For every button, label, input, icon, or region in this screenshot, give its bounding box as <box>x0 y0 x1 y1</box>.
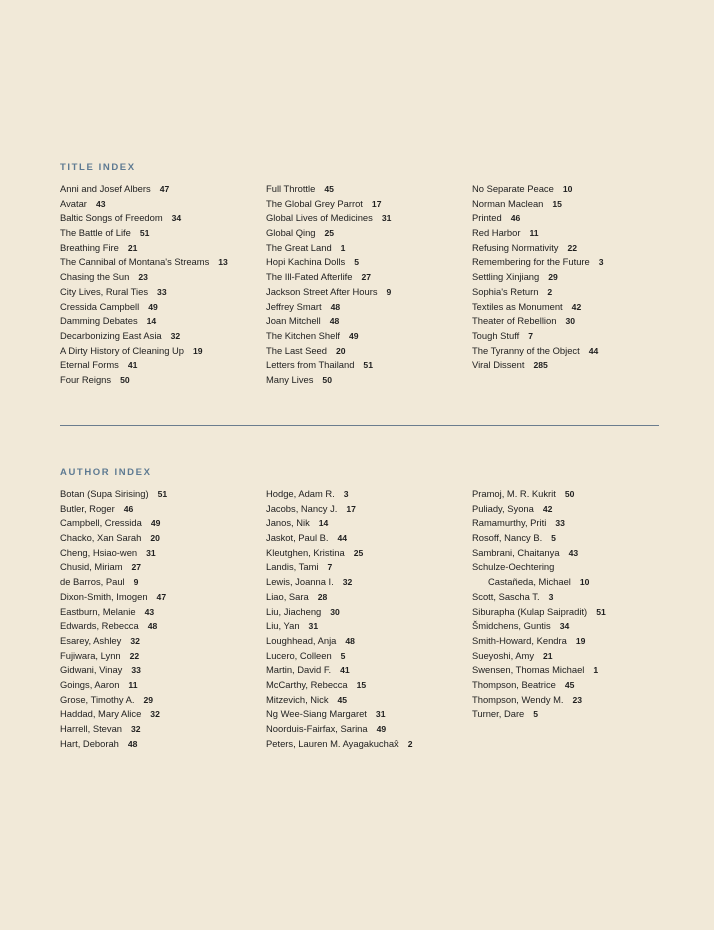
index-entry-page-number: 1 <box>593 665 599 676</box>
index-entry-text: Scott, Sascha T. <box>472 590 540 602</box>
index-entry-page-number: 33 <box>555 518 565 529</box>
index-entry-text: Lucero, Colleen <box>266 649 332 661</box>
index-entry-page-number: 21 <box>127 242 138 253</box>
index-entry-text: Landis, Tami <box>266 561 319 573</box>
index-entry-page-number: 10 <box>579 577 590 588</box>
index-entry-page-number: 27 <box>131 562 142 573</box>
index-entry <box>60 182 228 197</box>
index-entry <box>60 344 228 359</box>
index-entry-text: Siburapha (Kulap Saipradit) <box>472 605 588 617</box>
index-entry <box>60 358 228 373</box>
index-entry <box>60 270 228 285</box>
index-entry-page-number: 46 <box>123 503 134 514</box>
index-entry-text: Eastburn, Melanie <box>60 605 136 617</box>
index-entry <box>472 663 606 678</box>
index-entry-text: Hodge, Adam R. <box>266 488 335 499</box>
index-entry-page-number: 25 <box>324 228 335 239</box>
index-entry-page-number: 49 <box>376 724 387 734</box>
index-entry-text: Šmidchens, Guntis <box>472 620 551 632</box>
index-entry-page-number: 14 <box>318 518 329 529</box>
index-entry-page-number: 45 <box>324 184 334 194</box>
index-entry-page-number: 13 <box>218 257 228 268</box>
index-entry-page-number: 23 <box>572 694 583 705</box>
index-entry-text: McCarthy, Rebecca <box>266 678 348 690</box>
index-entry-page-number: 17 <box>346 503 356 514</box>
index-entry-text: Mitzevich, Nick <box>266 693 329 705</box>
title-index-section <box>60 162 660 385</box>
index-entry <box>266 707 413 722</box>
index-entry-page-number: 19 <box>575 635 586 646</box>
index-entry <box>60 707 167 722</box>
index-entry-text: Cressida Campbell <box>60 300 140 312</box>
index-entry <box>266 255 391 270</box>
index-entry <box>60 516 167 531</box>
index-entry-text: Martin, David F. <box>266 664 332 676</box>
index-entry-text: Turner, Dare <box>472 708 525 720</box>
index-entry <box>472 619 606 634</box>
index-entry-text: City Lives, Rural Ties <box>60 285 149 297</box>
index-entry <box>472 241 604 256</box>
index-entry <box>60 314 228 329</box>
index-entry-text: Puliady, Syona <box>472 502 534 514</box>
index-entry-text: The Global Grey Parrot <box>266 197 363 209</box>
index-entry-page-number: 9 <box>386 286 392 297</box>
index-entry <box>266 197 391 212</box>
index-entry <box>60 241 228 256</box>
index-entry-page-number: 15 <box>356 679 367 690</box>
index-entry-page-number: 48 <box>329 316 340 327</box>
index-entry <box>266 344 391 359</box>
index-entry-page-number: 41 <box>127 360 138 371</box>
index-entry <box>472 634 606 649</box>
index-entry-page-number: 48 <box>330 301 341 312</box>
index-entry-text: Castañeda, Michael <box>488 576 571 588</box>
index-entry-page-number: 11 <box>529 228 539 239</box>
index-entry-page-number: 33 <box>157 286 167 297</box>
index-entry-text: The Last Seed <box>266 344 327 356</box>
index-entry <box>266 531 413 546</box>
index-entry <box>472 560 606 575</box>
title-index-heading: TITLE INDEX <box>60 162 136 173</box>
index-entry <box>266 285 391 300</box>
index-entry-text: Goings, Aaron <box>60 678 120 690</box>
index-entry-page-number: 51 <box>157 489 168 499</box>
index-entry <box>60 197 228 212</box>
index-entry-text: Rosoff, Nancy B. <box>472 532 543 544</box>
index-entry <box>60 722 167 737</box>
index-entry <box>60 531 167 546</box>
index-entry <box>472 516 606 531</box>
index-entry <box>472 649 606 664</box>
index-entry <box>472 707 606 722</box>
index-entry-text: Theater of Rebellion <box>472 315 557 327</box>
index-entry-text: Fujiwara, Lynn <box>60 649 121 661</box>
index-entry-page-number: 2 <box>407 738 413 749</box>
index-entry-page-number: 45 <box>564 679 575 690</box>
index-entry-text: Baltic Songs of Freedom <box>60 212 163 224</box>
index-entry-text: The Great Land <box>266 241 332 253</box>
index-entry <box>472 226 604 241</box>
index-entry <box>472 211 604 226</box>
index-entry <box>472 531 606 546</box>
index-entry-text: Breathing Fire <box>60 241 119 253</box>
index-entry <box>60 649 167 664</box>
index-entry-page-number: 7 <box>327 562 333 573</box>
index-entry <box>266 693 413 708</box>
index-entry-page-number: 41 <box>340 665 350 676</box>
index-entry-page-number: 32 <box>342 577 353 588</box>
index-entry <box>60 211 228 226</box>
index-entry-text: Dixon-Smith, Imogen <box>60 590 148 602</box>
index-entry-text: Settling Xinjiang <box>472 271 540 283</box>
index-entry-text: A Dirty History of Cleaning Up <box>60 344 185 356</box>
index-entry-text: Edwards, Rebecca <box>60 620 139 632</box>
index-entry <box>266 226 391 241</box>
index-entry-page-number: 34 <box>559 621 570 632</box>
index-entry-page-number: 30 <box>330 606 340 617</box>
index-entry-text: Hart, Deborah <box>60 737 119 749</box>
index-entry-text: Jeffrey Smart <box>266 300 322 312</box>
index-entry <box>266 211 391 226</box>
index-entry-page-number: 32 <box>150 709 160 720</box>
index-entry-text: Anni and Josef Albers <box>60 183 151 194</box>
index-entry-page-number: 42 <box>542 503 553 514</box>
index-entry-page-number: 2 <box>547 286 553 297</box>
index-entry <box>60 285 228 300</box>
index-entry <box>60 502 167 517</box>
index-entry-page-number: 50 <box>322 374 332 385</box>
index-entry <box>266 358 391 373</box>
index-entry-page-number: 21 <box>543 650 553 661</box>
index-entry <box>266 590 413 605</box>
index-entry-page-number: 5 <box>533 709 539 720</box>
author-index-column-3 <box>472 487 606 722</box>
index-entry <box>60 737 167 752</box>
index-entry-page-number: 7 <box>528 330 534 341</box>
index-entry <box>266 373 391 388</box>
index-entry <box>60 560 167 575</box>
index-entry-page-number: 30 <box>565 316 575 327</box>
index-entry-page-number: 32 <box>131 724 141 734</box>
index-entry <box>266 182 391 197</box>
index-entry <box>472 314 604 329</box>
index-entry-page-number: 49 <box>150 518 161 529</box>
index-entry-text: Printed <box>472 212 502 224</box>
index-entry-text: Campbell, Cressida <box>60 517 142 529</box>
index-entry-text: Haddad, Mary Alice <box>60 708 142 720</box>
index-entry-page-number: 43 <box>568 547 579 558</box>
index-entry <box>472 344 604 359</box>
index-entry-page-number: 25 <box>353 547 364 558</box>
index-entry-page-number: 10 <box>562 184 573 194</box>
index-entry-text: Pramoj, M. R. Kukrit <box>472 488 556 499</box>
index-entry-page-number: 43 <box>95 198 106 209</box>
index-entry <box>266 663 413 678</box>
index-entry-text: Janos, Nik <box>266 517 310 529</box>
index-entry-text: Four Reigns <box>60 373 112 385</box>
index-entry-page-number: 19 <box>193 345 203 356</box>
index-entry-text: Loughhead, Anja <box>266 634 337 646</box>
index-entry-page-number: 51 <box>363 360 373 371</box>
index-entry-text: Hopi Kachina Dolls <box>266 256 346 268</box>
index-entry-text: Norman Maclean <box>472 197 544 209</box>
index-entry-text: Esarey, Ashley <box>60 634 122 646</box>
index-entry-text: Noorduis-Fairfax, Sarina <box>266 723 368 734</box>
index-entry-page-number: 44 <box>588 345 599 356</box>
index-entry <box>472 255 604 270</box>
index-entry-text: Ng Wee-Siang Margaret <box>266 708 367 720</box>
index-entry-text: Smith-Howard, Kendra <box>472 634 567 646</box>
index-entry <box>266 329 391 344</box>
author-index-column-2 <box>266 487 413 751</box>
index-entry-text: Global Qing <box>266 227 316 239</box>
index-entry-text: Remembering for the Future <box>472 256 590 268</box>
index-entry <box>60 329 228 344</box>
index-entry-page-number: 285 <box>533 360 548 371</box>
index-entry-page-number: 29 <box>143 694 154 705</box>
index-entry-page-number: 50 <box>564 489 575 499</box>
index-entry <box>472 693 606 708</box>
index-entry <box>266 502 413 517</box>
index-entry-page-number: 44 <box>337 533 348 544</box>
index-entry-text: Joan Mitchell <box>266 315 321 327</box>
index-entry <box>60 619 167 634</box>
index-entry-text: Chasing the Sun <box>60 271 130 283</box>
index-entry <box>266 649 413 664</box>
index-entry-text: Avatar <box>60 197 87 209</box>
index-entry-page-number: 31 <box>381 213 392 224</box>
index-entry <box>472 605 606 620</box>
index-entry-page-number: 32 <box>130 635 140 646</box>
index-entry <box>266 560 413 575</box>
index-entry <box>266 575 413 590</box>
index-entry-text: Thompson, Wendy M. <box>472 693 564 705</box>
index-entry-page-number: 50 <box>120 374 130 385</box>
index-entry <box>266 300 391 315</box>
index-entry-page-number: 22 <box>129 650 140 661</box>
index-entry-page-number: 48 <box>127 738 138 749</box>
index-entry-page-number: 47 <box>156 591 167 602</box>
index-entry-page-number: 31 <box>375 709 386 720</box>
index-entry <box>472 197 604 212</box>
index-entry-text: de Barros, Paul <box>60 576 125 588</box>
index-entry-page-number: 42 <box>571 301 582 312</box>
author-index-column-1 <box>60 487 167 751</box>
index-entry-page-number: 31 <box>308 621 319 632</box>
index-entry-text: Kleutghen, Kristina <box>266 546 345 558</box>
index-entry-text: No Separate Peace <box>472 183 554 194</box>
index-entry-text: The Kitchen Shelf <box>266 329 341 341</box>
index-entry-text: Liu, Jiacheng <box>266 605 322 617</box>
index-entry <box>472 329 604 344</box>
index-entry-text: Tough Stuff <box>472 329 520 341</box>
title-index-column-3 <box>472 182 604 373</box>
index-entry-text: Decarbonizing East Asia <box>60 329 162 341</box>
index-entry <box>266 487 413 502</box>
index-entry-text: Chacko, Xan Sarah <box>60 532 142 544</box>
index-entry <box>266 546 413 561</box>
index-entry-text: Thompson, Beatrice <box>472 678 556 690</box>
index-entry <box>60 255 228 270</box>
index-entry-text: The Battle of Life <box>60 227 131 239</box>
index-entry-text: Chusid, Miriam <box>60 561 123 573</box>
index-entry <box>472 502 606 517</box>
title-index-column-2 <box>266 182 391 388</box>
index-entry-text: Jackson Street After Hours <box>266 285 378 297</box>
index-entry-page-number: 22 <box>567 242 578 253</box>
index-entry-page-number: 46 <box>510 213 521 224</box>
index-entry-text: Textiles as Monument <box>472 300 563 312</box>
index-entry <box>60 693 167 708</box>
index-entry <box>266 619 413 634</box>
index-entry <box>472 487 606 502</box>
index-entry-text: Refusing Normativity <box>472 241 559 253</box>
index-entry-page-number: 33 <box>131 665 141 676</box>
index-entry <box>266 270 391 285</box>
index-entry-text: Sophia's Return <box>472 285 539 297</box>
index-entry-page-number: 23 <box>138 272 148 283</box>
index-entry <box>60 575 167 590</box>
index-entry-page-number: 9 <box>133 577 139 588</box>
index-entry-page-number: 49 <box>148 301 158 312</box>
author-index-heading: AUTHOR INDEX <box>60 467 152 478</box>
index-entry-text: The Tyranny of the Object <box>472 344 580 356</box>
index-entry <box>472 270 604 285</box>
index-entry-text: Sambrani, Chaitanya <box>472 546 560 558</box>
index-entry <box>472 182 604 197</box>
index-entry <box>266 737 413 752</box>
index-entry-page-number: 5 <box>340 650 346 661</box>
index-entry-text: Full Throttle <box>266 183 316 194</box>
index-entry-text: Lewis, Joanna I. <box>266 576 334 588</box>
index-entry-page-number: 48 <box>345 635 355 646</box>
index-entry-page-number: 27 <box>361 272 372 283</box>
index-entry-page-number: 3 <box>548 591 554 602</box>
index-entry-text: Damming Debates <box>60 315 138 327</box>
index-entry-page-number: 47 <box>159 184 170 194</box>
index-entry-text: Jacobs, Nancy J. <box>266 502 338 514</box>
index-entry <box>60 634 167 649</box>
index-entry-text: Harrell, Stevan <box>60 723 123 734</box>
index-entry-text: Letters from Thailand <box>266 359 355 371</box>
index-entry-text: Ramamurthy, Priti <box>472 517 547 529</box>
index-entry <box>472 546 606 561</box>
index-entry-page-number: 32 <box>170 330 181 341</box>
index-entry <box>266 314 391 329</box>
section-divider <box>60 425 659 426</box>
index-entry <box>266 678 413 693</box>
index-entry-page-number: 1 <box>340 242 346 253</box>
index-entry <box>60 546 167 561</box>
index-entry <box>266 634 413 649</box>
index-entry-text: Peters, Lauren M. Ayagakuchax̂ <box>266 737 399 749</box>
index-entry <box>472 575 606 590</box>
index-entry <box>60 226 228 241</box>
index-entry-page-number: 29 <box>548 272 558 283</box>
index-entry-page-number: 34 <box>171 213 182 224</box>
index-entry-text: Schulze-Oechtering <box>472 561 555 573</box>
index-entry-page-number: 31 <box>146 547 156 558</box>
index-entry <box>266 241 391 256</box>
index-entry <box>266 516 413 531</box>
title-index-column-1 <box>60 182 228 388</box>
index-entry-text: Jaskot, Paul B. <box>266 532 329 544</box>
index-entry <box>266 722 413 737</box>
index-entry-page-number: 11 <box>128 679 138 690</box>
index-entry <box>472 358 604 373</box>
index-entry-text: The Cannibal of Montana's Streams <box>60 256 210 268</box>
index-entry-page-number: 43 <box>144 606 155 617</box>
index-entry-text: The Ill-Fated Afterlife <box>266 271 353 283</box>
index-entry <box>60 300 228 315</box>
index-entry-text: Sueyoshi, Amy <box>472 649 535 661</box>
index-entry <box>472 590 606 605</box>
index-entry-page-number: 48 <box>147 621 158 632</box>
index-entry-page-number: 5 <box>354 257 359 268</box>
index-entry-text: Many Lives <box>266 373 314 385</box>
index-entry <box>472 300 604 315</box>
index-entry-text: Grose, Timothy A. <box>60 693 135 705</box>
index-entry-text: Viral Dissent <box>472 359 525 371</box>
author-index-section <box>60 467 660 749</box>
index-entry <box>472 678 606 693</box>
index-entry-text: Eternal Forms <box>60 359 119 371</box>
index-entry <box>266 605 413 620</box>
index-entry <box>472 285 604 300</box>
index-entry-text: Swensen, Thomas Michael <box>472 664 585 676</box>
index-entry-page-number: 15 <box>552 198 562 209</box>
index-entry <box>60 590 167 605</box>
index-entry-page-number: 14 <box>146 316 157 327</box>
index-entry-page-number: 51 <box>139 228 150 239</box>
index-entry-text: Botan (Supa Sirising) <box>60 488 149 499</box>
index-entry-page-number: 51 <box>596 606 606 617</box>
index-entry-page-number: 28 <box>317 591 328 602</box>
index-entry <box>60 487 167 502</box>
index-entry <box>60 678 167 693</box>
index-entry-text: Liu, Yan <box>266 620 300 632</box>
index-entry <box>60 605 167 620</box>
index-entry <box>60 663 167 678</box>
index-entry-page-number: 3 <box>343 489 349 499</box>
index-entry-text: Global Lives of Medicines <box>266 212 373 224</box>
index-entry-text: Butler, Roger <box>60 502 115 514</box>
index-entry-text: Liao, Sara <box>266 590 309 602</box>
index-entry-page-number: 17 <box>371 198 382 209</box>
index-entry <box>60 373 228 388</box>
index-entry-text: Gidwani, Vinay <box>60 664 123 676</box>
index-entry-page-number: 3 <box>598 257 604 268</box>
index-entry-page-number: 45 <box>337 694 348 705</box>
index-entry-page-number: 20 <box>150 533 160 544</box>
index-entry-page-number: 49 <box>349 330 359 341</box>
index-entry-text: Cheng, Hsiao-wen <box>60 546 138 558</box>
index-entry-page-number: 20 <box>335 345 346 356</box>
index-entry-page-number: 5 <box>551 533 556 544</box>
index-entry-text: Red Harbor <box>472 227 521 239</box>
